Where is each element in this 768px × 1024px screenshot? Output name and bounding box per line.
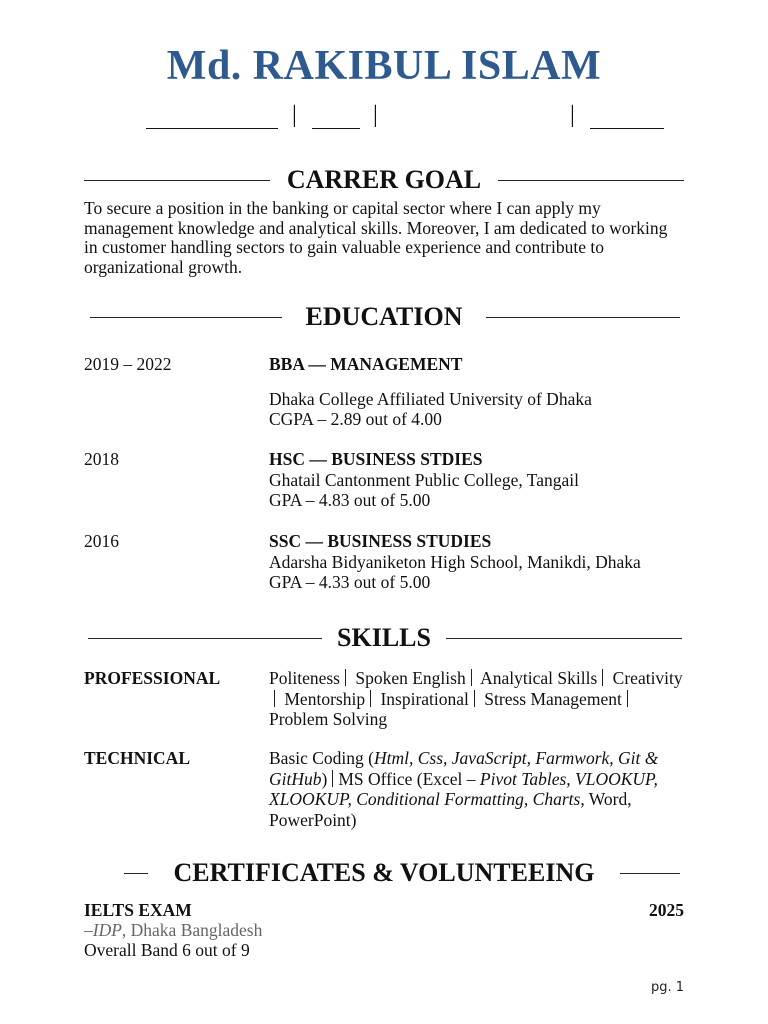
contact-line [0,100,768,134]
contact-blank-1 [146,128,278,129]
skill-separator [345,669,346,686]
office-items: Pivot Tables, VLOOKUP, XLOOKUP, Conditional Formatting, Charts, [269,768,658,809]
education-institution: Dhaka College Affiliated University of Dhaka [269,388,592,409]
skill-item: Creativity [612,668,683,688]
education-entry [269,354,689,430]
career-goal-text: To secure a position in the banking or capital sector where I can apply my management knowledge and analytical skills. Moreover, I am dedicated to working in customer handling sectors to gain valuable experience and contribute to organizational growth. [84,198,668,277]
page-number: pg. 1 [650,980,684,995]
skill-item: Stress Management [484,688,622,709]
certificate-org [84,920,262,940]
section-title: CARRER GOAL [277,165,491,194]
contact-separator: | [373,102,378,128]
education-degree: BBA — MANAGEMENT [269,354,463,374]
education-entry [269,531,689,593]
skill-separator [474,690,475,707]
education-result: CGPA – 2.89 out of 4.00 [269,409,442,429]
education-entry [269,449,689,511]
education-result: GPA – 4.33 out of 5.00 [269,572,431,592]
skill-separator [274,690,275,707]
skill-separator [370,690,371,707]
certificate-name: IELTS EXAM [84,900,192,920]
coding-prefix: Basic Coding ( [269,748,374,768]
contact-separator: | [570,102,575,128]
skills-technical-list [269,748,689,830]
skills-technical-label: TECHNICAL [84,748,190,768]
education-result: GPA – 4.83 out of 5.00 [269,490,431,510]
skill-item: Inspirational [380,688,469,709]
certificate-org-location: , Dhaka Bangladesh [121,920,263,940]
certificate-year: 2025 [649,900,684,920]
certificate-org-name: –IDP [84,920,122,940]
section-title: CERTIFICATES & VOLUNTEEING [164,858,605,887]
candidate-name: Md. RAKIBUL ISLAM [166,43,602,89]
skill-separator [627,690,628,707]
education-year: 2018 [84,449,119,469]
office-suffix: Word, PowerPoint) [269,789,632,830]
skill-item: Analytical Skills [480,668,598,688]
skill-separator [471,669,472,686]
skills-professional-list [269,668,689,730]
certificate-detail: Overall Band 6 out of 9 [84,940,250,960]
skill-item: Mentorship [284,688,366,709]
contact-separator: | [292,102,297,128]
career-goal-heading [84,165,684,195]
skill-item: Problem Solving [269,709,388,729]
section-title: SKILLS [327,623,441,652]
education-degree: HSC — BUSINESS STDIES [269,449,483,469]
contact-blank-3 [590,128,664,129]
certificates-heading [84,858,684,888]
skill-item: Politeness [269,668,340,688]
education-institution: Ghatail Cantonment Public College, Tangail [269,469,579,490]
education-degree: SSC — BUSINESS STUDIES [269,531,492,551]
skill-separator [602,669,603,686]
office-prefix: MS Office (Excel – [338,768,480,789]
coding-items: Html, Css, JavaScript, Farmwork, Git & GitHub [269,748,659,789]
skill-separator [332,770,333,787]
skills-heading [84,623,684,653]
skill-item: Spoken English [355,668,466,688]
section-title: EDUCATION [296,302,473,331]
education-heading [84,302,684,332]
contact-blank-2 [312,128,360,129]
coding-suffix: ) [321,768,328,789]
education-institution: Adarsha Bidyaniketon High School, Manikdi, Dhaka [269,551,641,572]
education-year: 2019 – 2022 [84,354,172,374]
skills-professional-label: PROFESSIONAL [84,668,221,688]
education-year: 2016 [84,531,119,551]
